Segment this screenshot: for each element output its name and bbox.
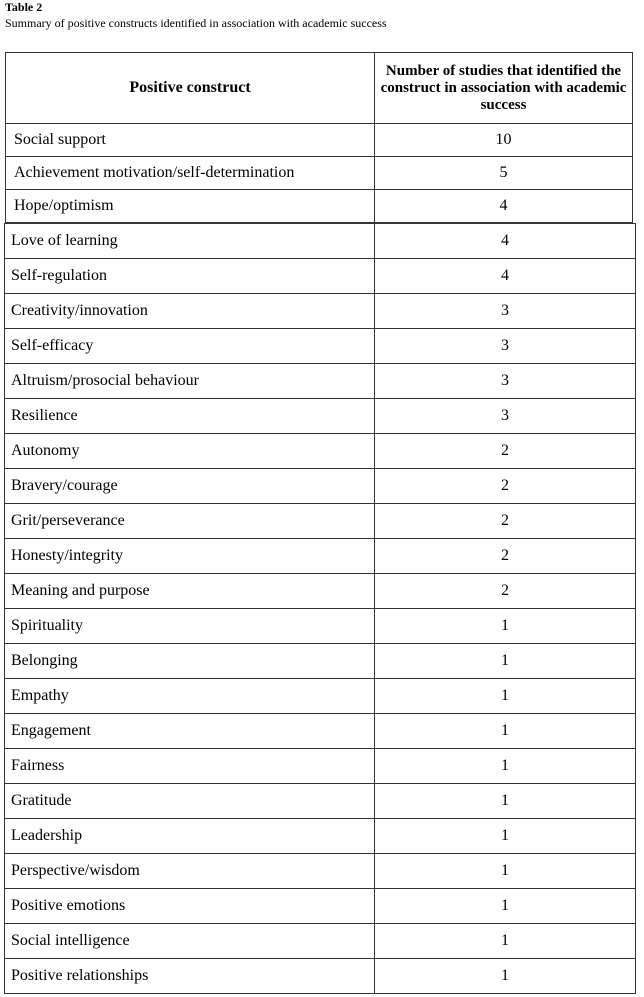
table-row	[5, 959, 636, 994]
column-header-construct: Positive construct	[6, 53, 375, 124]
construct-name-cell: Love of learning	[5, 224, 375, 259]
table-row	[5, 294, 636, 329]
table-caption: Summary of positive constructs identified in association with academic success	[5, 16, 387, 30]
construct-name-cell: Achievement motivation/self-determination	[6, 157, 375, 190]
study-count-cell: 4	[375, 259, 636, 294]
study-count-cell: 1	[375, 854, 636, 889]
construct-name-cell: Social support	[6, 124, 375, 157]
table-row	[5, 259, 636, 294]
study-count-cell: 1	[375, 784, 636, 819]
study-count-cell: 4	[375, 190, 633, 223]
table-row	[5, 819, 636, 854]
table-row	[5, 679, 636, 714]
construct-name-cell: Resilience	[5, 399, 375, 434]
constructs-table-header-part	[5, 52, 633, 223]
study-count-cell: 3	[375, 364, 636, 399]
construct-name-cell: Leadership	[5, 819, 375, 854]
construct-name-cell: Engagement	[5, 714, 375, 749]
construct-name-cell: Hope/optimism	[6, 190, 375, 223]
table-row	[5, 434, 636, 469]
table-row	[6, 190, 633, 223]
table-row	[5, 749, 636, 784]
table-title: Table 2	[5, 0, 43, 14]
study-count-cell: 1	[375, 609, 636, 644]
study-count-cell: 1	[375, 819, 636, 854]
study-count-cell: 1	[375, 714, 636, 749]
study-count-cell: 1	[375, 644, 636, 679]
construct-name-cell: Meaning and purpose	[5, 574, 375, 609]
construct-name-cell: Self-efficacy	[5, 329, 375, 364]
construct-name-cell: Creativity/innovation	[5, 294, 375, 329]
table-row	[5, 469, 636, 504]
study-count-cell: 1	[375, 889, 636, 924]
table-row	[5, 854, 636, 889]
construct-name-cell: Altruism/prosocial behaviour	[5, 364, 375, 399]
construct-name-cell: Fairness	[5, 749, 375, 784]
construct-name-cell: Bravery/courage	[5, 469, 375, 504]
construct-name-cell: Perspective/wisdom	[5, 854, 375, 889]
table-row	[5, 539, 636, 574]
study-count-cell: 2	[375, 469, 636, 504]
study-count-cell: 2	[375, 504, 636, 539]
study-count-cell: 3	[375, 294, 636, 329]
study-count-cell: 1	[375, 959, 636, 994]
table-row	[5, 224, 636, 259]
study-count-cell: 10	[375, 124, 633, 157]
table-body-bottom	[5, 224, 636, 994]
study-count-cell: 3	[375, 399, 636, 434]
study-count-cell: 4	[375, 224, 636, 259]
table-body-top	[6, 124, 633, 223]
construct-name-cell: Honesty/integrity	[5, 539, 375, 574]
table-row	[5, 889, 636, 924]
constructs-table-continued	[4, 223, 636, 994]
construct-name-cell: Social intelligence	[5, 924, 375, 959]
study-count-cell: 1	[375, 924, 636, 959]
table-row	[5, 644, 636, 679]
table-row	[5, 504, 636, 539]
construct-name-cell: Self-regulation	[5, 259, 375, 294]
study-count-cell: 1	[375, 749, 636, 784]
table-row	[5, 714, 636, 749]
construct-name-cell: Grit/perseverance	[5, 504, 375, 539]
table-row	[5, 574, 636, 609]
construct-name-cell: Gratitude	[5, 784, 375, 819]
table-row	[5, 924, 636, 959]
study-count-cell: 2	[375, 574, 636, 609]
table-row	[5, 609, 636, 644]
construct-name-cell: Autonomy	[5, 434, 375, 469]
table-row	[6, 124, 633, 157]
table-row	[5, 399, 636, 434]
construct-name-cell: Empathy	[5, 679, 375, 714]
construct-name-cell: Spirituality	[5, 609, 375, 644]
study-count-cell: 2	[375, 539, 636, 574]
column-header-study-count: Number of studies that identified the construct in association with academic success	[375, 53, 633, 124]
study-count-cell: 1	[375, 679, 636, 714]
table-header-row	[6, 53, 633, 124]
construct-name-cell: Positive relationships	[5, 959, 375, 994]
study-count-cell: 2	[375, 434, 636, 469]
table-row	[6, 157, 633, 190]
table-row	[5, 329, 636, 364]
table-row	[5, 784, 636, 819]
study-count-cell: 3	[375, 329, 636, 364]
construct-name-cell: Positive emotions	[5, 889, 375, 924]
construct-name-cell: Belonging	[5, 644, 375, 679]
study-count-cell: 5	[375, 157, 633, 190]
table-row	[5, 364, 636, 399]
